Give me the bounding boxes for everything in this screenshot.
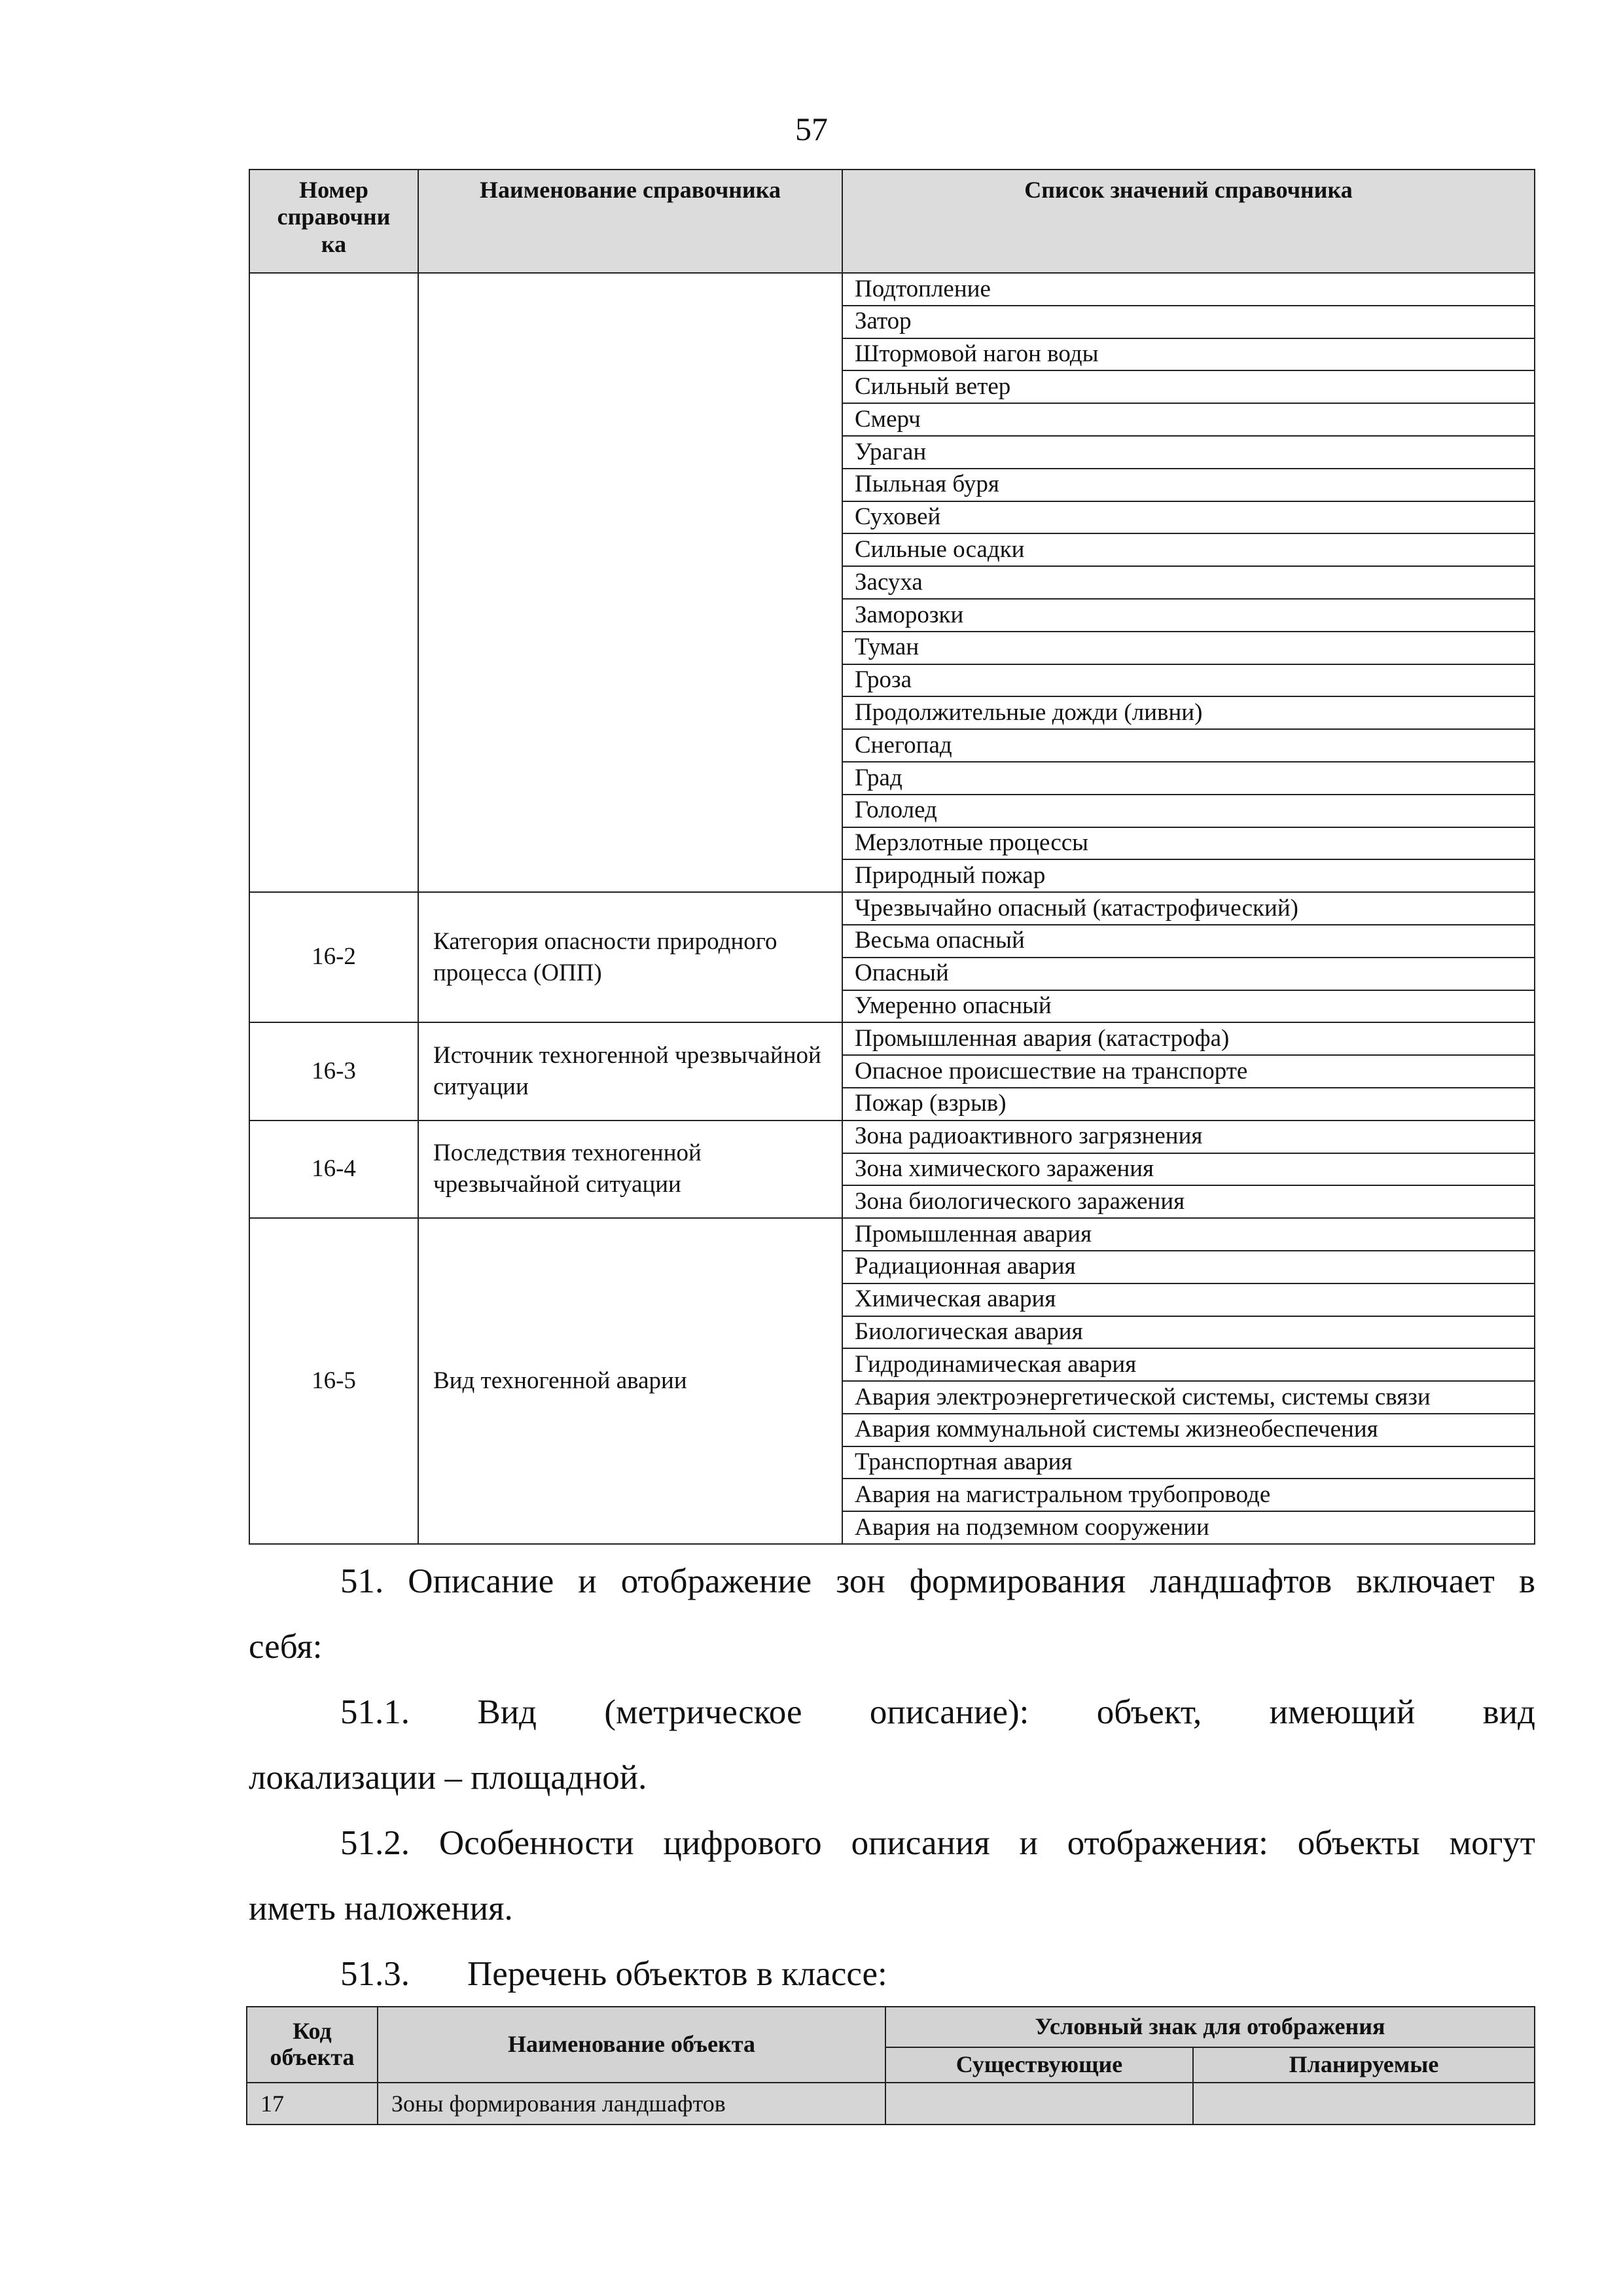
- reference-number: 16-2: [249, 892, 418, 1022]
- table-row: [249, 1022, 1535, 1055]
- paragraph-51-3-number: 51.3.: [340, 1955, 410, 1993]
- header-code: [247, 2007, 378, 2083]
- paragraph-51-line1: [340, 1564, 1535, 1599]
- word: и: [1019, 1824, 1038, 1862]
- header-object-name: Наименование объекта: [378, 2007, 885, 2083]
- table-row: [249, 1121, 1535, 1153]
- reference-table: [249, 169, 1535, 1545]
- planned-sign: [1193, 2083, 1535, 2125]
- reference-number: 16-4: [249, 1121, 418, 1218]
- value-cell: Продолжительные дожди (ливни): [842, 696, 1535, 729]
- word: 51.1.: [340, 1693, 410, 1731]
- header-code-line: объекта: [270, 2044, 355, 2070]
- value-cell: Подтопление: [842, 273, 1535, 306]
- word: отображение: [620, 1562, 812, 1600]
- value-cell: Умеренно опасный: [842, 990, 1535, 1023]
- table-row: [249, 273, 1535, 306]
- object-name: Зоны формирования ландшафтов: [378, 2083, 885, 2125]
- word: объект,: [1096, 1693, 1202, 1731]
- object-code: 17: [247, 2083, 378, 2125]
- word: 51.: [340, 1562, 384, 1600]
- value-cell: Затор: [842, 306, 1535, 338]
- value-cell: Авария на подземном сооружении: [842, 1511, 1535, 1544]
- value-cell: Радиационная авария: [842, 1251, 1535, 1283]
- value-cell: Штормовой нагон воды: [842, 338, 1535, 371]
- reference-number: 16-5: [249, 1218, 418, 1544]
- word: описание):: [869, 1693, 1029, 1731]
- word: вид: [1482, 1693, 1535, 1731]
- value-cell: Ураган: [842, 436, 1535, 469]
- continued-name-cell: [418, 273, 842, 892]
- paragraph-51-3-text: Перечень объектов в классе:: [467, 1955, 887, 1993]
- value-cell: Биологическая авария: [842, 1316, 1535, 1349]
- value-cell: Авария на магистральном трубопроводе: [842, 1479, 1535, 1511]
- header-code-line: Код: [293, 2018, 332, 2045]
- reference-name: Вид техногенной аварии: [418, 1218, 842, 1544]
- header-values: Список значений справочника: [842, 170, 1535, 273]
- reference-name: Последствия техногенной чрезвычайной ситуации: [418, 1121, 842, 1218]
- page-number: 57: [795, 111, 828, 147]
- word: отображения:: [1067, 1824, 1268, 1862]
- paragraph-51-1-line1: [340, 1695, 1535, 1730]
- word: включает: [1356, 1562, 1495, 1600]
- header-sign: Условный знак для отображения: [885, 2007, 1535, 2047]
- header-number-line: Номер: [299, 177, 368, 203]
- value-cell: Авария коммунальной системы жизнеобеспечения: [842, 1414, 1535, 1446]
- value-cell: Гроза: [842, 664, 1535, 697]
- value-cell: Суховей: [842, 501, 1535, 534]
- value-cell: Туман: [842, 632, 1535, 664]
- value-cell: Зона биологического заражения: [842, 1185, 1535, 1218]
- value-cell: Сильный ветер: [842, 370, 1535, 403]
- value-cell: Зона радиоактивного загрязнения: [842, 1121, 1535, 1153]
- value-cell: Весьма опасный: [842, 925, 1535, 958]
- value-cell: Пыльная буря: [842, 469, 1535, 501]
- header-row: [249, 170, 1535, 273]
- value-cell: Пожар (взрыв): [842, 1088, 1535, 1121]
- header-existing: Существующие: [885, 2047, 1193, 2083]
- value-cell: Зона химического заражения: [842, 1153, 1535, 1186]
- value-cell: Химическая авария: [842, 1283, 1535, 1316]
- value-cell: Смерч: [842, 403, 1535, 436]
- reference-name: Категория опасности природного процесса (ОПП): [418, 892, 842, 1022]
- word: имеющий: [1269, 1693, 1416, 1731]
- value-cell: Засуха: [842, 566, 1535, 599]
- paragraph-51-2-line2: иметь наложения.: [249, 1890, 513, 1928]
- value-cell: Гололед: [842, 795, 1535, 827]
- value-cell: Промышленная авария (катастрофа): [842, 1022, 1535, 1055]
- objects-table: [246, 2006, 1535, 2125]
- word: Особенности: [438, 1824, 634, 1862]
- word: могут: [1449, 1824, 1535, 1862]
- word: зон: [836, 1562, 885, 1600]
- header-number: [249, 170, 418, 273]
- header-planned: Планируемые: [1193, 2047, 1535, 2083]
- word: цифрового: [663, 1824, 822, 1862]
- value-cell: Транспортная авария: [842, 1446, 1535, 1479]
- word: 51.2.: [340, 1824, 410, 1862]
- reference-name: Источник техногенной чрезвычайной ситуации: [418, 1022, 842, 1120]
- table-row: [249, 892, 1535, 925]
- value-cell: Природный пожар: [842, 859, 1535, 892]
- paragraph-51-line2: себя:: [249, 1628, 323, 1666]
- header-name: Наименование справочника: [418, 170, 842, 273]
- value-cell: Опасный: [842, 958, 1535, 990]
- word: Вид: [477, 1693, 537, 1731]
- value-cell: Гидродинамическая авария: [842, 1348, 1535, 1381]
- reference-number: 16-3: [249, 1022, 418, 1120]
- continued-number-cell: [249, 273, 418, 892]
- value-cell: Снегопад: [842, 729, 1535, 762]
- value-cell: Чрезвычайно опасный (катастрофический): [842, 892, 1535, 925]
- word: описания: [851, 1824, 990, 1862]
- word: (метрическое: [604, 1693, 802, 1731]
- word: Описание: [408, 1562, 554, 1600]
- header-number-line: ка: [321, 230, 347, 257]
- word: формирования: [909, 1562, 1126, 1600]
- value-cell: Мерзлотные процессы: [842, 827, 1535, 860]
- table-row: [249, 1218, 1535, 1251]
- word: в: [1518, 1562, 1535, 1600]
- value-cell: Авария электроэнергетической системы, системы связи: [842, 1381, 1535, 1414]
- paragraph-51-3: [340, 1957, 887, 1992]
- header-number-line: справочни: [277, 204, 391, 230]
- word: ландшафтов: [1150, 1562, 1332, 1600]
- value-cell: Заморозки: [842, 599, 1535, 632]
- value-cell: Опасное происшествие на транспорте: [842, 1055, 1535, 1088]
- value-cell: Град: [842, 762, 1535, 795]
- value-cell: Промышленная авария: [842, 1218, 1535, 1251]
- existing-sign: [885, 2083, 1193, 2125]
- value-cell: Сильные осадки: [842, 533, 1535, 566]
- word: и: [578, 1562, 597, 1600]
- paragraph-51-1-line2: локализации – площадной.: [249, 1759, 647, 1797]
- word: объекты: [1297, 1824, 1420, 1862]
- table-row: [247, 2083, 1535, 2125]
- paragraph-51-2-line1: [340, 1826, 1535, 1861]
